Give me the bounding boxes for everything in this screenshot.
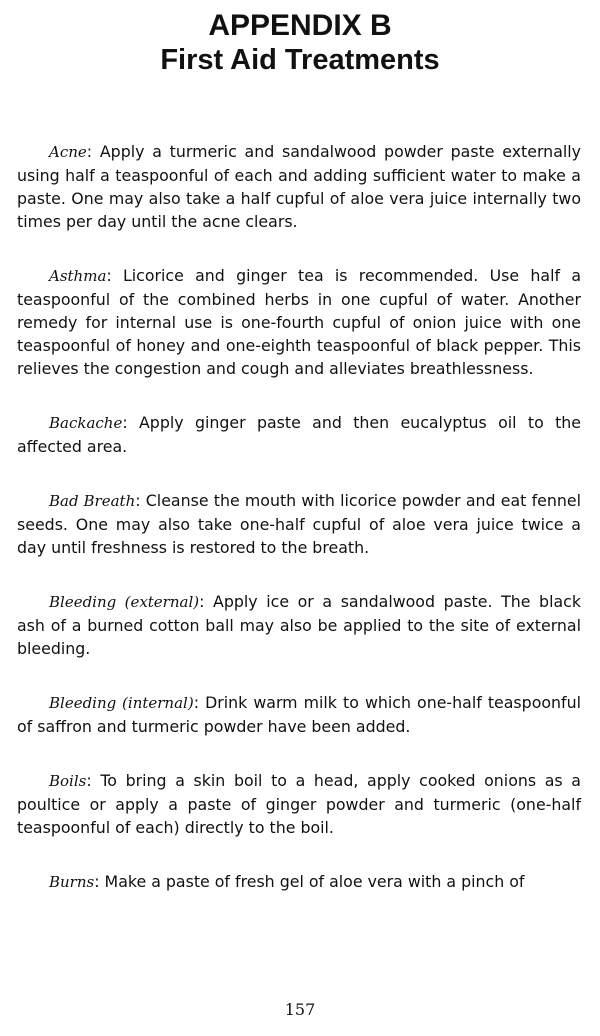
entry-bleeding-external [17,590,581,660]
entry-bleeding-internal [17,691,581,738]
entry-term: Asthma [49,267,107,285]
entry-backache [17,411,581,458]
entry-burns [17,870,581,894]
entry-term: Bad Breath [49,492,136,510]
entry-text: : Apply ice or a sandalwood paste. The black ash of a burned cotton ball may also be applied to the site of external bleeding. [17,592,581,658]
entry-text: : Apply a turmeric and sandalwood powder paste externally using half a teaspoonful of each and adding sufficient water to make a paste. One may also take a half cupful of aloe vera juice internally two times per day until the acne clears. [17,142,581,231]
entry-term: Bleeding (external) [49,593,200,611]
entry-text: : Make a paste of fresh gel of aloe vera with a pinch of [94,872,525,891]
entry-text: : Licorice and ginger tea is recommended. Use half a teaspoonful of the combined herbs in one cupful of water. Another remedy for internal use is one-fourth cupful of onion juice with one teaspoonful of honey and one-eighth teaspoonful of black pepper. This relieves the congestion and cough and alleviates breathlessness. [17,266,581,378]
entry-term: Bleeding (internal) [49,694,194,712]
entry-asthma [17,264,581,380]
appendix-title: APPENDIX B [208,9,392,42]
entry-text: : Apply ginger paste and then eucalyptus oil to the affected area. [17,413,581,456]
entry-text: : Cleanse the mouth with licorice powder and eat fennel seeds. One may also take one-half cupful of aloe vera juice twice a day until freshness is restored to the breath. [17,491,581,557]
entry-text: : To bring a skin boil to a head, apply cooked onions as a poultice or apply a paste of ginger powder and turmeric (one-half teaspoonful of each) directly to the boil. [17,771,581,837]
page-number: 157 [284,1000,316,1019]
entry-term: Burns [49,873,95,891]
treatment-list [17,140,581,925]
entry-acne [17,140,581,233]
entry-term: Backache [49,414,123,432]
entry-boils [17,769,581,839]
appendix-subtitle: First Aid Treatments [160,44,440,76]
page-header [0,8,600,78]
entry-text: : Drink warm milk to which one-half teaspoonful of saffron and turmeric powder have been added. [17,693,581,736]
entry-bad-breath [17,489,581,559]
entry-term: Acne [49,143,87,161]
entry-term: Boils [49,772,87,790]
